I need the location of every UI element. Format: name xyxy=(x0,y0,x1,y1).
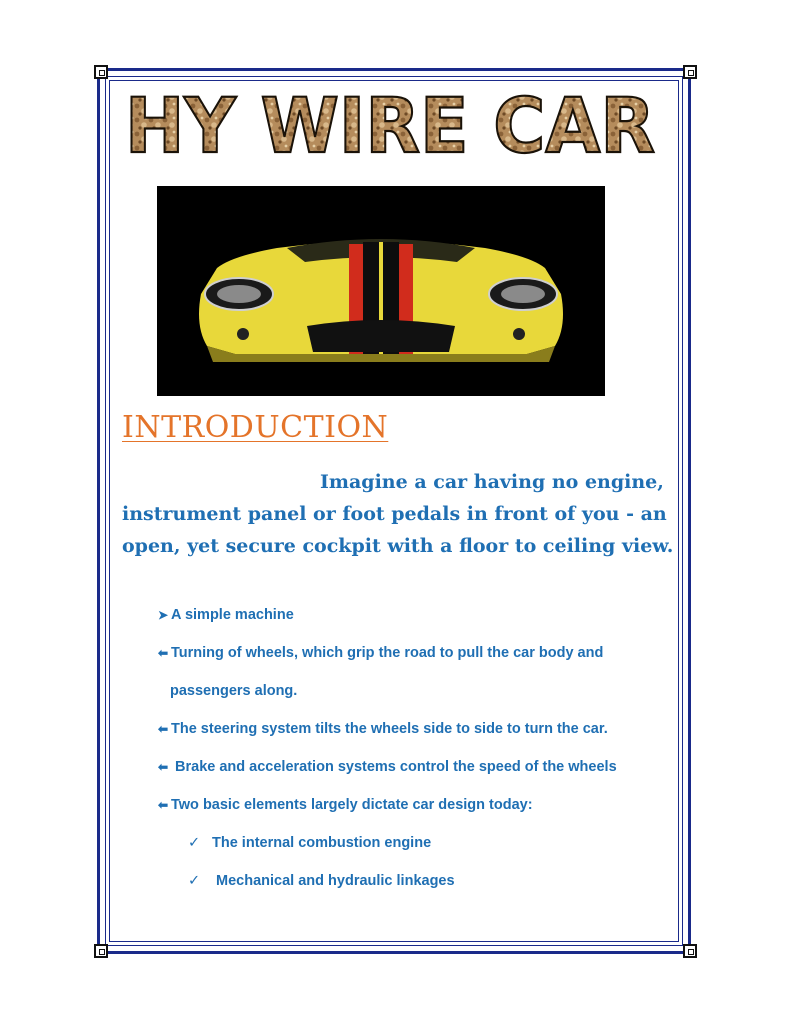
list-item-continuation xyxy=(158,682,678,720)
intro-paragraph: Imagine a car having no engine, instrument panel or foot pedals in front of you - an open, yet secure cockpit with a floor to ceiling view. xyxy=(122,471,674,557)
page-title: HY WIRE CAR xyxy=(125,88,655,160)
list-item xyxy=(158,796,678,834)
checklist-item-text: The internal combustion engine xyxy=(212,835,432,851)
checklist-item-text: Mechanical and hydraulic linkages xyxy=(212,873,455,889)
arrow-bullet-icon: ➤ xyxy=(158,608,169,622)
arrow-bullet-icon: ⬅ xyxy=(158,722,169,736)
checkmark-icon: ✓ xyxy=(188,873,201,889)
list-item xyxy=(158,606,678,644)
checklist-item xyxy=(188,834,455,872)
arrow-bullet-icon: ⬅ xyxy=(158,646,169,660)
corner-ornament-icon xyxy=(94,65,108,79)
corner-ornament-icon xyxy=(683,944,697,958)
corner-ornament-icon xyxy=(94,944,108,958)
title-wordart xyxy=(120,88,660,160)
list-item xyxy=(158,720,678,758)
list-item-text: passengers along. xyxy=(170,683,298,699)
arrow-bullet-icon: ⬅ xyxy=(158,760,169,774)
list-item-text: A simple machine xyxy=(171,607,294,623)
section-heading: INTRODUCTION xyxy=(122,410,389,445)
checkmark-icon: ✓ xyxy=(188,835,201,851)
corner-ornament-icon xyxy=(683,65,697,79)
car-photo xyxy=(157,186,605,396)
list-item-text: The steering system tilts the wheels side to side to turn the car. xyxy=(171,721,608,737)
feature-list xyxy=(158,606,678,834)
arrow-bullet-icon: ⬅ xyxy=(158,798,169,812)
list-item-text: Two basic elements largely dictate car design today: xyxy=(171,797,533,813)
list-item xyxy=(158,644,678,682)
list-item-text: Brake and acceleration systems control the speed of the wheels xyxy=(171,759,617,775)
list-item xyxy=(158,758,678,796)
list-item-text: Turning of wheels, which grip the road to pull the car body and xyxy=(171,645,604,661)
element-checklist xyxy=(188,834,455,910)
checklist-item xyxy=(188,872,455,910)
